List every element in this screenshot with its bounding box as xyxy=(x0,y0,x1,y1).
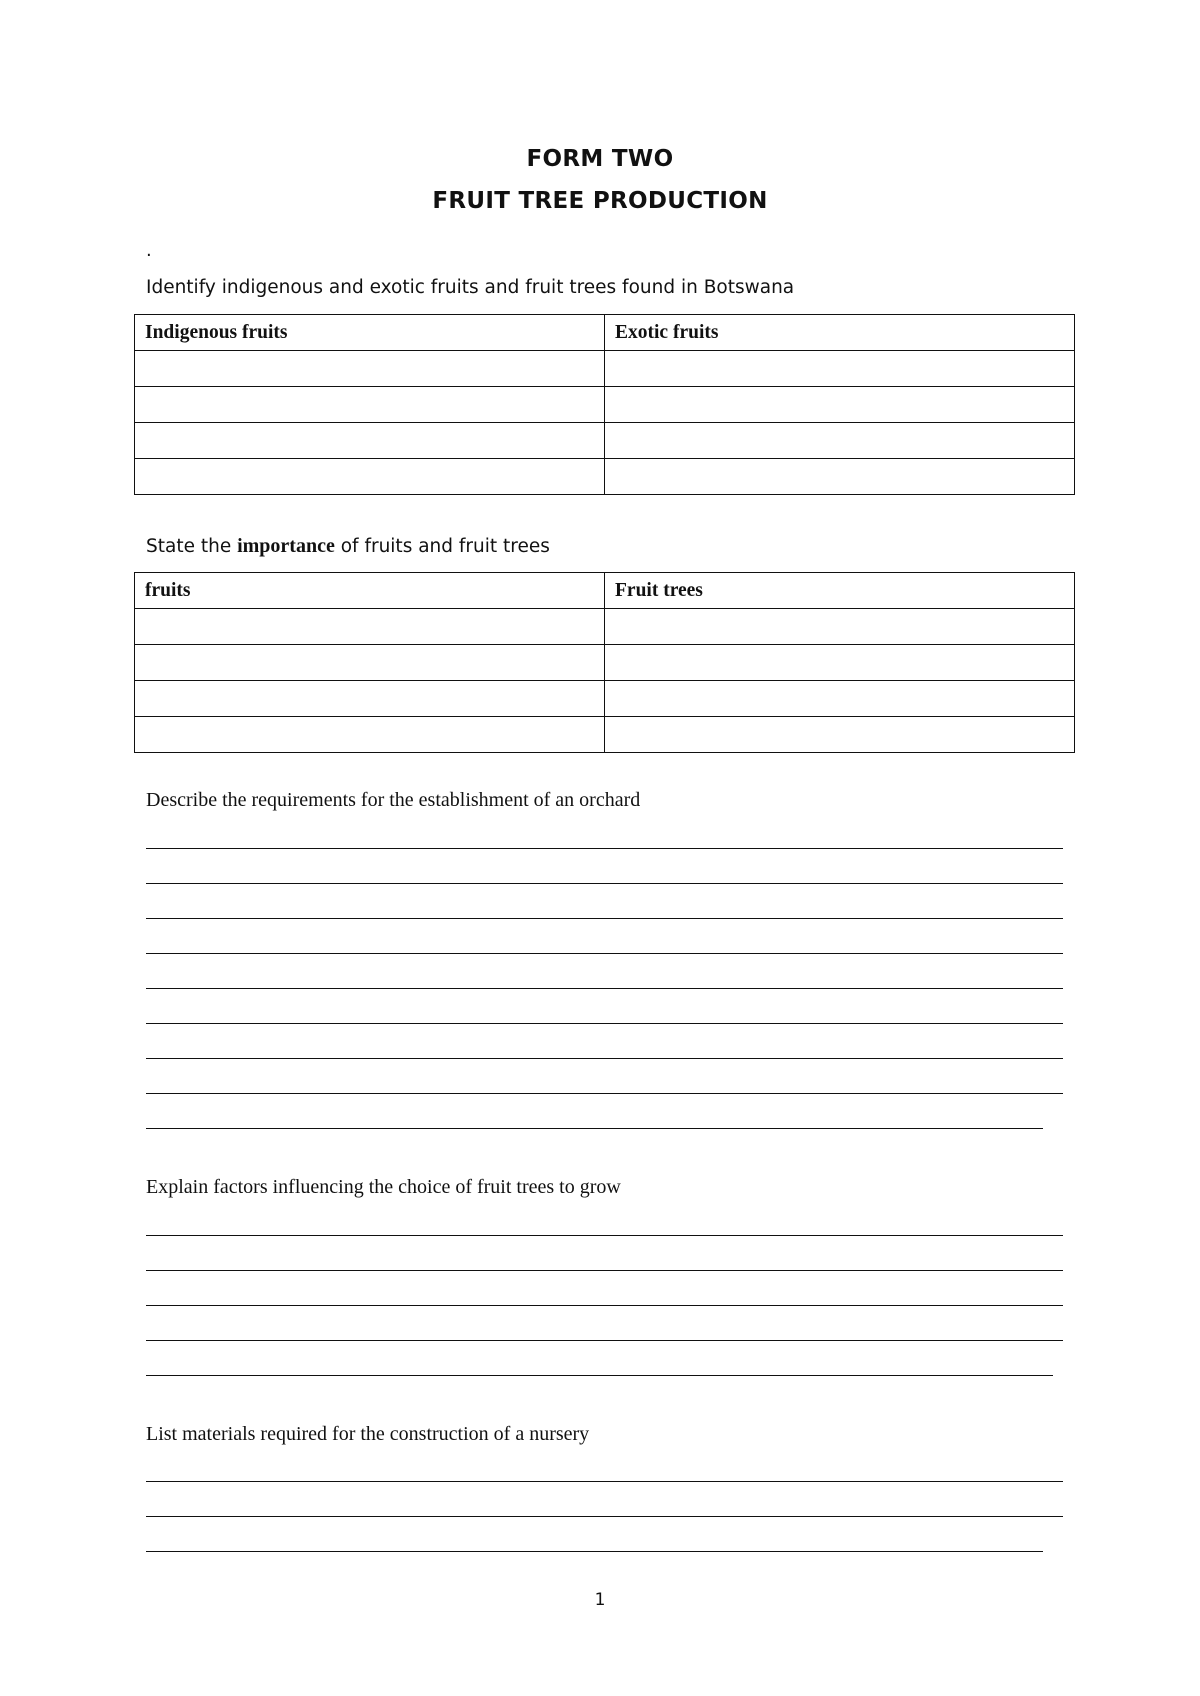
answer-cell[interactable] xyxy=(605,717,1075,753)
answer-line[interactable] xyxy=(146,848,1063,849)
answer-cell[interactable] xyxy=(605,351,1075,387)
answer-line[interactable] xyxy=(146,1093,1063,1094)
prompt-text-end: of fruits and fruit trees xyxy=(334,536,550,557)
answer-line[interactable] xyxy=(146,1375,1053,1376)
answer-cell[interactable] xyxy=(135,387,605,423)
answer-cell[interactable] xyxy=(605,387,1075,423)
form-heading: FORM TWO xyxy=(526,146,674,172)
page-title: FRUIT TREE PRODUCTION xyxy=(432,188,768,214)
table-row xyxy=(135,717,1075,753)
question-indigenous-exotic: Identify indigenous and exotic fruits and fruit trees found in Botswana xyxy=(146,277,795,298)
answer-cell[interactable] xyxy=(135,645,605,681)
answer-cell[interactable] xyxy=(605,423,1075,459)
question-importance xyxy=(146,535,550,558)
answer-cell[interactable] xyxy=(135,351,605,387)
answer-line[interactable] xyxy=(146,1128,1043,1129)
question-nursery-materials: List materials required for the construction of a nursery xyxy=(146,1423,590,1445)
table-row xyxy=(135,459,1075,495)
table-header-row xyxy=(135,573,1075,609)
answer-cell[interactable] xyxy=(605,609,1075,645)
answer-cell[interactable] xyxy=(605,645,1075,681)
answer-line[interactable] xyxy=(146,883,1063,884)
header-fruit-trees: Fruit trees xyxy=(605,573,1075,609)
table-row xyxy=(135,645,1075,681)
importance-table xyxy=(134,572,1075,753)
fruits-table xyxy=(134,314,1075,495)
answer-cell[interactable] xyxy=(135,681,605,717)
answer-cell[interactable] xyxy=(135,459,605,495)
table-row xyxy=(135,681,1075,717)
answer-line[interactable] xyxy=(146,1235,1063,1236)
answer-line[interactable] xyxy=(146,918,1063,919)
answer-line[interactable] xyxy=(146,1023,1063,1024)
answer-line[interactable] xyxy=(146,1516,1063,1517)
table-row xyxy=(135,351,1075,387)
table-row xyxy=(135,609,1075,645)
table-row xyxy=(135,423,1075,459)
prompt-text-start: State the xyxy=(146,536,238,557)
answer-cell[interactable] xyxy=(135,423,605,459)
answer-line[interactable] xyxy=(146,1551,1043,1552)
header-indigenous-fruits: Indigenous fruits xyxy=(135,315,605,351)
question-factors-choice: Explain factors influencing the choice of fruit trees to grow xyxy=(146,1176,621,1198)
header-fruits: fruits xyxy=(135,573,605,609)
question-orchard-requirements: Describe the requirements for the establishment of an orchard xyxy=(146,789,641,811)
answer-line[interactable] xyxy=(146,953,1063,954)
answer-cell[interactable] xyxy=(135,717,605,753)
page-number: 1 xyxy=(594,1590,606,1610)
answer-line[interactable] xyxy=(146,1340,1063,1341)
table-row xyxy=(135,387,1075,423)
answer-cell[interactable] xyxy=(605,459,1075,495)
answer-line[interactable] xyxy=(146,988,1063,989)
answer-line[interactable] xyxy=(146,1305,1063,1306)
bullet-marker: . xyxy=(146,240,152,261)
answer-line[interactable] xyxy=(146,1058,1063,1059)
prompt-text-bold: importance xyxy=(237,535,335,557)
answer-line[interactable] xyxy=(146,1270,1063,1271)
answer-cell[interactable] xyxy=(135,609,605,645)
header-exotic-fruits: Exotic fruits xyxy=(605,315,1075,351)
answer-cell[interactable] xyxy=(605,681,1075,717)
table-header-row xyxy=(135,315,1075,351)
answer-line[interactable] xyxy=(146,1481,1063,1482)
